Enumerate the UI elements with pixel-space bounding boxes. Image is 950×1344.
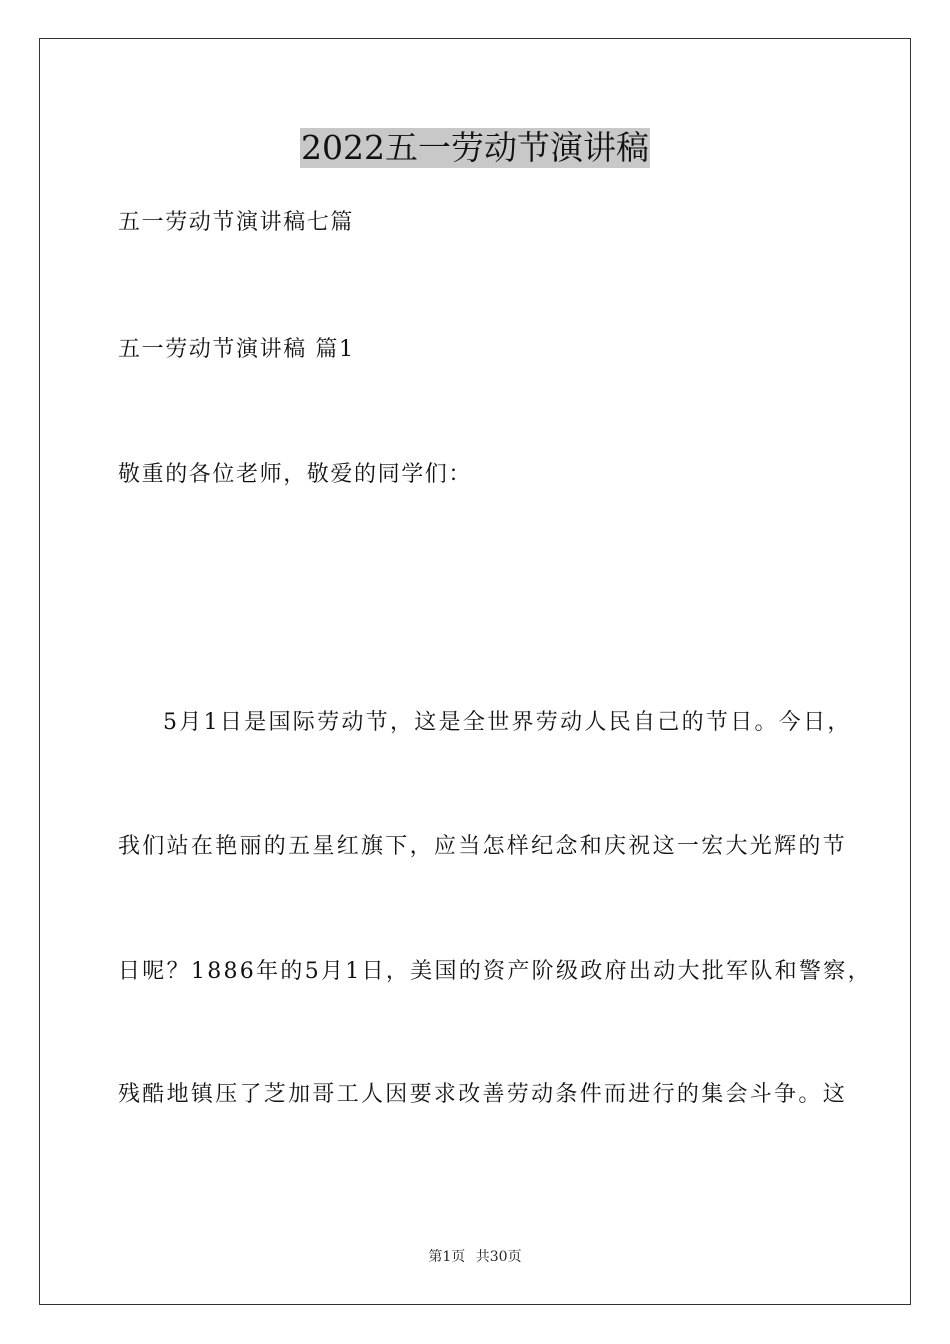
body-line-4: 残酷地镇压了芝加哥工人因要求改善劳动条件而进行的集会斗争。这 — [118, 1082, 848, 1107]
body-line-2: 我们站在艳丽的五星红旗下，应当怎样纪念和庆祝这一宏大光辉的节 — [118, 834, 848, 859]
body-line-3: 日呢？1886年的5月1日，美国的资产阶级政府出动大批军队和警察， — [118, 959, 872, 984]
page-number: 第1页 — [428, 1249, 466, 1265]
body-line-1: 5月1日是国际劳动节，这是全世界劳动人民自己的节日。今日， — [163, 710, 852, 735]
greeting-line: 敬重的各位老师，敬爱的同学们： — [118, 462, 473, 487]
document-title: 2022五一劳动节演讲稿 — [301, 128, 649, 167]
page-total: 共30页 — [475, 1249, 522, 1265]
page-footer — [0, 1247, 950, 1267]
title-container — [0, 128, 950, 168]
section-heading: 五一劳动节演讲稿 篇1 — [118, 337, 355, 362]
document-subtitle: 五一劳动节演讲稿七篇 — [118, 210, 355, 235]
